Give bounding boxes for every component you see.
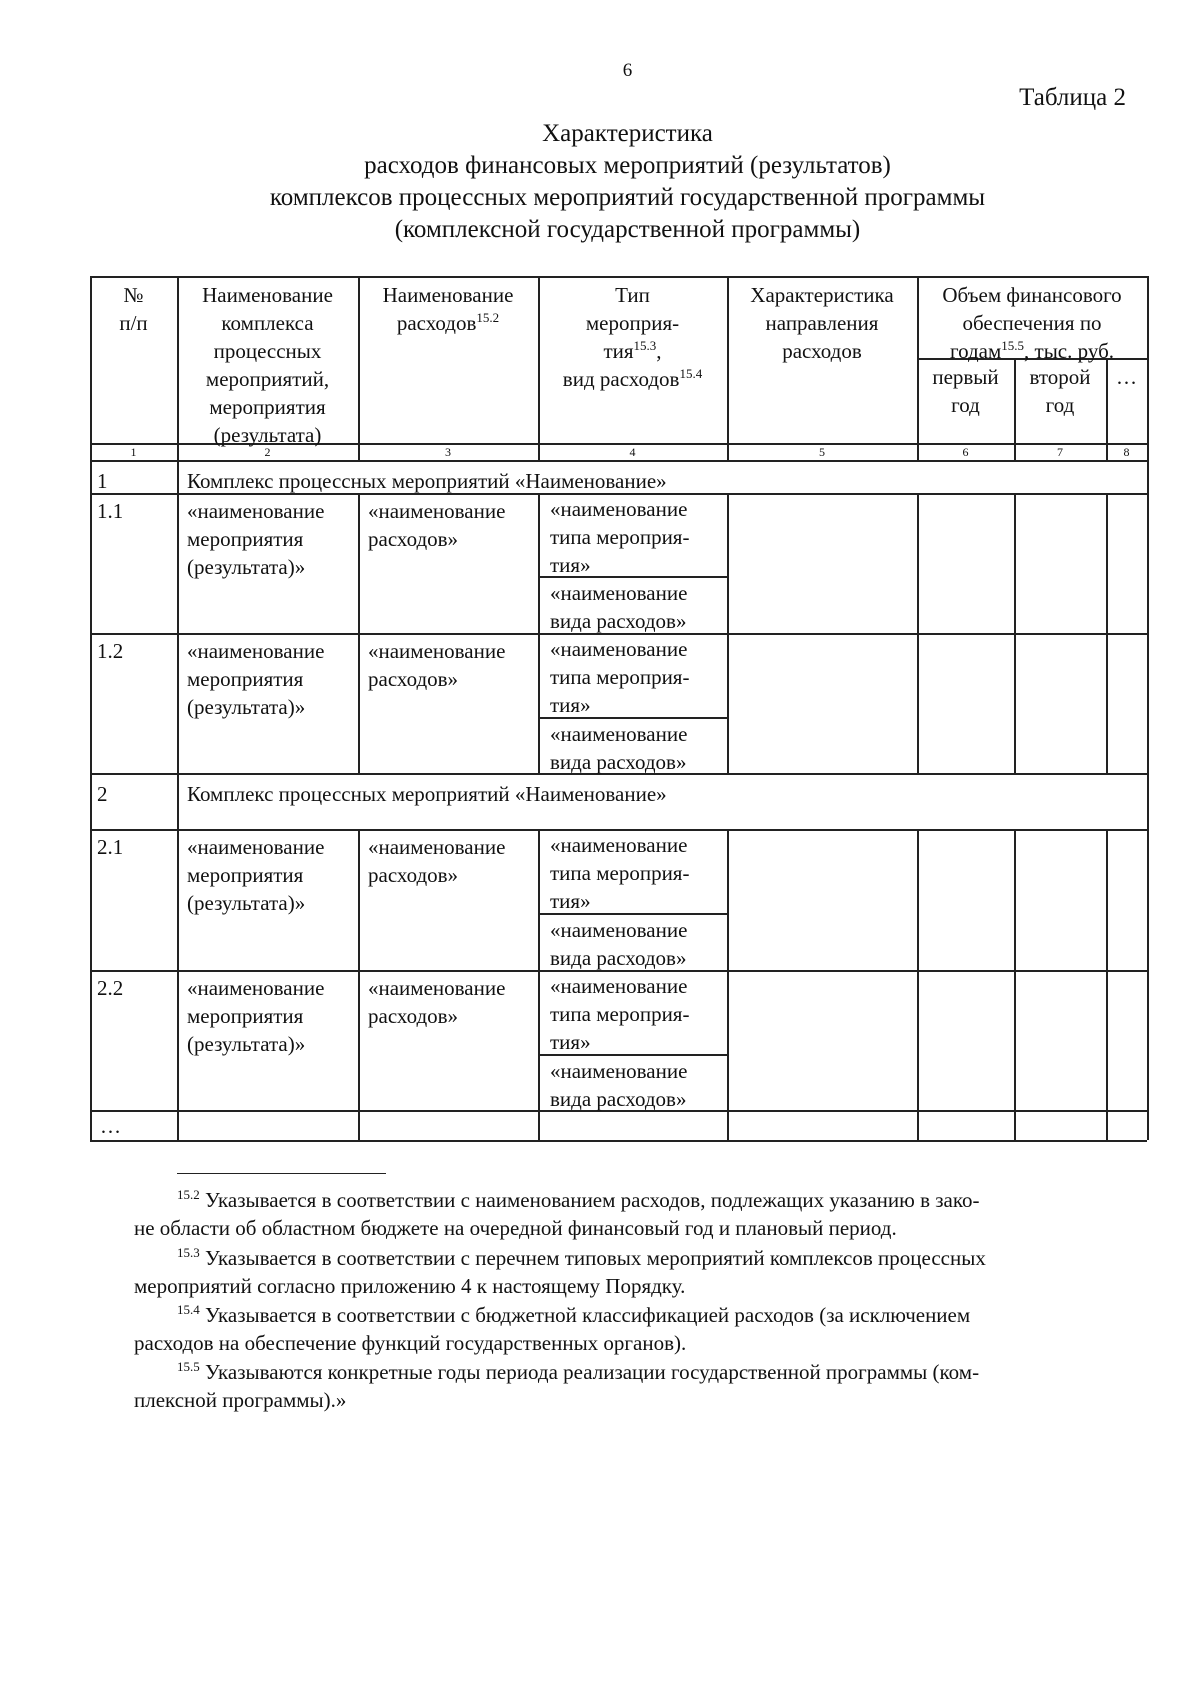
page-number: 6: [622, 60, 633, 81]
column-number: 7: [1057, 445, 1063, 459]
expense-kind: «наименование вида расходов»: [550, 918, 688, 970]
table-border: [177, 1110, 179, 1140]
section-title: Комплекс процессных мероприятий «Наименование»: [187, 782, 667, 806]
table-border: [90, 493, 92, 633]
table-border: [1106, 970, 1108, 1110]
table-border: [90, 829, 92, 970]
column-number: 6: [962, 445, 969, 459]
column-number: 2: [264, 445, 271, 459]
table-border: [1147, 493, 1149, 633]
footnote-text: мероприятий согласно приложению 4 к настоящему Порядку.: [134, 1274, 686, 1298]
table-border: [1014, 829, 1016, 970]
table-border: [1106, 829, 1108, 970]
table-border: [1147, 773, 1149, 829]
table-border: [1147, 970, 1149, 1110]
table-border: [727, 829, 729, 970]
column-number: 8: [1123, 445, 1130, 459]
table-border: [538, 1110, 540, 1140]
header-characteristic: Характеристика направления расходов: [750, 283, 894, 363]
footnote-text: $^{15.5}$ Указываются конкретные годы периода реализации государственной программы (ком-: [177, 1359, 980, 1384]
table-border: [90, 1140, 1147, 1142]
header-expense-name: Наименование расходов$^{15.2}$: [382, 283, 514, 335]
footnote-ref: 15.3: [633, 338, 657, 353]
activity-type: «наименование типа мероприя- тия»: [550, 974, 690, 1054]
footnote-marker: 15.5: [177, 1359, 200, 1374]
table-border: [177, 493, 179, 633]
table-border: [1147, 276, 1149, 460]
footnote-text: $^{15.2}$ Указывается в соответствии с наименованием расходов, подлежащих указанию в зако-: [177, 1187, 980, 1212]
table-border: [177, 970, 179, 1110]
table-title-line: Характеристика: [542, 120, 713, 147]
row-number: 2.2: [97, 976, 124, 1000]
header-year-first: первый год: [932, 365, 999, 417]
table-border: [538, 829, 540, 970]
footnote-text: $^{15.4}$ Указывается в соответствии с бюджетной классификацией расходов (за исключением: [177, 1302, 971, 1327]
footnote-text: не области об областном бюджете на очередной финансовый год и плановый период.: [134, 1216, 897, 1240]
footnote-ref: 15.5: [1001, 338, 1025, 353]
expense-name: «наименование расходов»: [368, 499, 506, 551]
header-year-more: …: [1116, 365, 1137, 389]
footnote-text: плексной программы).»: [134, 1388, 347, 1412]
expense-name: «наименование расходов»: [368, 835, 506, 887]
footnote-marker: 15.4: [177, 1302, 200, 1317]
footnote-marker: 15.2: [177, 1187, 200, 1202]
table-border: [177, 829, 179, 970]
row-number: 1.2: [97, 639, 124, 663]
activity-name: «наименование мероприятия (результата)»: [187, 976, 325, 1056]
table-border: [917, 829, 919, 970]
table-border: [90, 633, 92, 773]
table-label: Таблица 2: [1019, 84, 1126, 111]
expense-kind: «наименование вида расходов»: [550, 1059, 688, 1111]
table-border: [90, 276, 1147, 278]
column-number: 4: [629, 445, 636, 459]
activity-name: «наименование мероприятия (результата)»: [187, 639, 325, 719]
column-number: 5: [819, 445, 825, 459]
section-number: 1: [97, 469, 108, 493]
table-border: [90, 773, 92, 829]
activity-name: «наименование мероприятия (результата)»: [187, 499, 325, 579]
table-border: [538, 970, 540, 1110]
table-border: [177, 773, 179, 829]
table-border: [358, 970, 360, 1110]
table-border: [358, 829, 360, 970]
table-title-line: расходов финансовых мероприятий (результатов): [364, 152, 891, 179]
expense-kind: «наименование вида расходов»: [550, 722, 688, 774]
table-border: [917, 970, 919, 1110]
table-border: [90, 970, 92, 1110]
table-border: [1014, 633, 1016, 773]
table-border: [538, 633, 540, 773]
section-title: Комплекс процессных мероприятий «Наименование»: [187, 469, 667, 493]
header-complex-name: Наименование комплекса процессных мероприятий, мероприятия (результата): [202, 283, 333, 447]
table-border: [727, 633, 729, 773]
table-border: [1147, 829, 1149, 970]
footnote-separator: [177, 1173, 386, 1174]
table-border: [1014, 493, 1016, 633]
footnote-marker: 15.3: [177, 1245, 200, 1260]
activity-name: «наименование мероприятия (результата)»: [187, 835, 325, 915]
activity-type: «наименование типа мероприя- тия»: [550, 497, 690, 577]
table-border: [917, 633, 919, 773]
table-border: [1147, 633, 1149, 773]
row-number: 1.1: [97, 499, 124, 523]
table-border: [727, 493, 729, 633]
table-border: [917, 493, 919, 633]
header-type: Тип мероприя- тия$^{15.3}$, вид расходов$^{15.4}$: [562, 283, 703, 391]
footnote-text: расходов на обеспечение функций государственных органов).: [134, 1331, 687, 1355]
table-border: [917, 1110, 919, 1140]
table-border: [538, 493, 540, 633]
footnote-ref: 15.2: [476, 310, 500, 325]
table-border: [358, 1110, 360, 1140]
table-border: [1147, 1110, 1149, 1140]
table-border: [177, 460, 179, 493]
header-volume: Объем финансового обеспечения по годам$^{15.5}$, тыс. руб.: [942, 283, 1122, 363]
section-number: 2: [97, 782, 108, 806]
footnote-text: $^{15.3}$ Указывается в соответствии с перечнем типовых мероприятий комплексов процессных: [177, 1245, 986, 1270]
footnote-ref: 15.4: [679, 366, 703, 381]
table-border: [1106, 1110, 1108, 1140]
table-border: [1014, 970, 1016, 1110]
table-title-line: комплексов процессных мероприятий государственной программы: [269, 184, 986, 211]
expense-name: «наименование расходов»: [368, 976, 506, 1028]
table-border: [727, 1110, 729, 1140]
table-border: [90, 460, 1147, 462]
activity-type: «наименование типа мероприя- тия»: [550, 637, 690, 717]
table-border: [358, 493, 360, 633]
column-number: 1: [130, 445, 137, 459]
expense-kind: «наименование вида расходов»: [550, 581, 688, 633]
table-border: [1147, 460, 1149, 493]
table-border: [727, 970, 729, 1110]
table-border: [177, 633, 179, 773]
row-number: 2.1: [97, 835, 124, 859]
table-title-line: (комплексной государственной программы): [394, 216, 861, 243]
table-border: [1106, 633, 1108, 773]
column-number: 3: [445, 445, 451, 459]
header-year-second: второй год: [1029, 365, 1091, 417]
activity-type: «наименование типа мероприя- тия»: [550, 833, 690, 913]
table-border: [90, 460, 92, 493]
table-border: [90, 1110, 92, 1140]
trailing-row-ellipsis: …: [100, 1114, 121, 1138]
table-border: [1106, 493, 1108, 633]
header-num: № п/п: [119, 283, 148, 335]
table-border: [1014, 1110, 1016, 1140]
expense-name: «наименование расходов»: [368, 639, 506, 691]
table-border: [358, 633, 360, 773]
